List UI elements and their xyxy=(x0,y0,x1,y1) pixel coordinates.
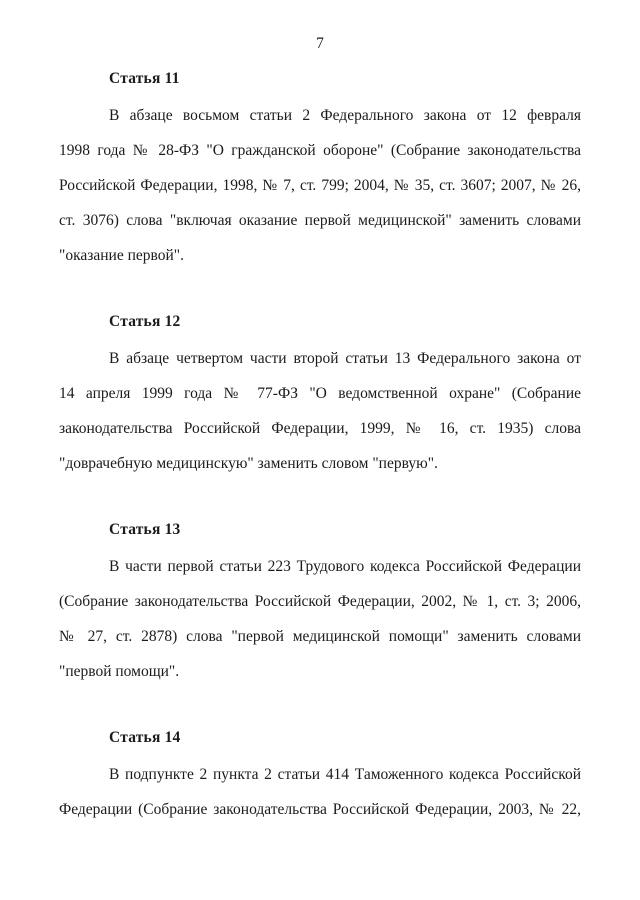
article-paragraph xyxy=(59,757,581,827)
text-column xyxy=(59,0,581,827)
paragraph-line: В абзаце четвертом части второй статьи 13 Федерального закона от xyxy=(109,350,581,367)
article-paragraph xyxy=(59,549,581,689)
paragraph-line: (Собрание законодательства Российской Федерации, 2002, № 1, ст. 3; 2006, xyxy=(59,593,581,610)
paragraph-line: законодательства Российской Федерации, 1999, № 16, ст. 1935) слова xyxy=(59,420,581,437)
paragraph-line: "доврачебную медицинскую" заменить словом "первую". xyxy=(59,455,438,472)
article-section-14 xyxy=(59,719,581,827)
page-number: 7 xyxy=(316,35,324,52)
paragraph-line: 14 апреля 1999 года № 77-ФЗ "О ведомственной охране" (Собрание xyxy=(59,385,581,402)
article-heading: Статья 14 xyxy=(109,729,181,746)
paragraph-line: Федерации (Собрание законодательства Российской Федерации, 2003, № 22, xyxy=(59,801,581,818)
paragraph-line: В подпункте 2 пункта 2 статьи 414 Таможенного кодекса Российской xyxy=(109,766,581,783)
paragraph-line: № 27, ст. 2878) слова "первой медицинской помощи" заменить словами xyxy=(59,628,581,645)
paragraph-line: Российской Федерации, 1998, № 7, ст. 799; 2004, № 35, ст. 3607; 2007, № 26, xyxy=(59,177,581,194)
paragraph-line: "оказание первой". xyxy=(59,247,184,264)
article-heading: Статья 13 xyxy=(109,521,181,538)
paragraph-line: ст. 3076) слова "включая оказание первой медицинской" заменить словами xyxy=(59,212,581,229)
paragraph-line: В абзаце восьмом статьи 2 Федерального закона от 12 февраля xyxy=(109,107,581,124)
article-heading: Статья 11 xyxy=(109,70,180,87)
article-paragraph xyxy=(59,98,581,273)
article-section-13 xyxy=(59,511,581,689)
paragraph-line: "первой помощи". xyxy=(59,663,180,680)
paragraph-line: 1998 года № 28-ФЗ "О гражданской обороне" (Собрание законодательства xyxy=(59,142,581,159)
article-paragraph xyxy=(59,341,581,481)
article-heading: Статья 12 xyxy=(109,313,181,330)
article-section-12 xyxy=(59,303,581,481)
article-section-11 xyxy=(59,60,581,273)
paragraph-line: В части первой статьи 223 Трудового кодекса Российской Федерации xyxy=(109,558,581,575)
